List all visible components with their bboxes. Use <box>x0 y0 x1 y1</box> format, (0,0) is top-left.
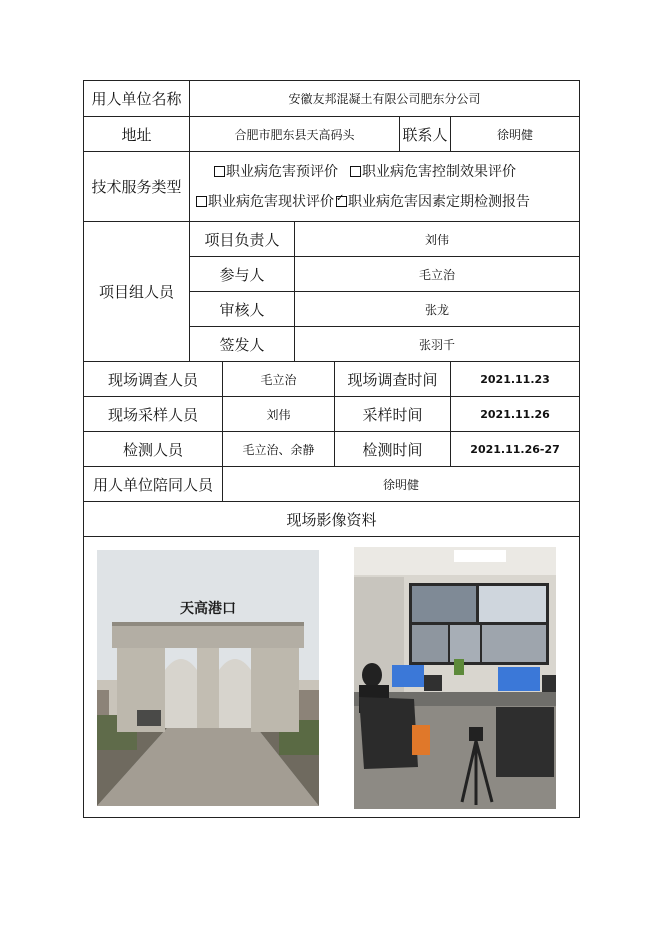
control-room-photo-image <box>354 547 556 809</box>
address-label: 地址 <box>84 117 190 152</box>
employer-row <box>84 81 580 117</box>
photos-label: 现场影像资料 <box>84 502 580 537</box>
escort-value: 徐明健 <box>223 467 580 502</box>
team-name: 刘伟 <box>295 222 580 257</box>
team-name: 毛立治 <box>295 257 580 292</box>
gate-sign: 天高港口 <box>180 601 236 617</box>
sampling-time-label: 采样时间 <box>335 397 451 432</box>
employer-value: 安徽友邦混凝土有限公司肥东分公司 <box>190 81 580 117</box>
contact-label: 联系人 <box>400 117 451 152</box>
service-option[interactable]: 职业病危害预评价 <box>214 157 338 187</box>
sampling-person-value: 刘伟 <box>223 397 335 432</box>
team-role: 参与人 <box>190 257 295 292</box>
address-value: 合肥市肥东县天高码头 <box>190 117 400 152</box>
contact-value: 徐明健 <box>451 117 580 152</box>
testing-row <box>84 432 580 467</box>
team-role: 审核人 <box>190 292 295 327</box>
team-role: 签发人 <box>190 327 295 362</box>
checkbox-unchecked-icon[interactable] <box>350 166 361 177</box>
gate-photo <box>97 550 319 806</box>
testing-time-label: 检测时间 <box>335 432 451 467</box>
testing-person-label: 检测人员 <box>84 432 223 467</box>
testing-person-value: 毛立治、余静 <box>223 432 335 467</box>
control-room-photo <box>354 547 556 809</box>
gate-photo-image <box>97 550 319 806</box>
service-option[interactable]: 职业病危害现状评价 <box>196 187 334 217</box>
checkbox-unchecked-icon[interactable] <box>196 196 207 207</box>
survey-row <box>84 362 580 397</box>
employer-label: 用人单位名称 <box>84 81 190 117</box>
team-name: 张羽千 <box>295 327 580 362</box>
checkbox-checked-icon[interactable]: ✓ <box>336 196 347 207</box>
survey-time-value: 2021.11.23 <box>451 362 580 397</box>
team-role: 项目负责人 <box>190 222 295 257</box>
escort-row <box>84 467 580 502</box>
service-option[interactable]: ✓ 职业病危害因素定期检测报告 <box>336 192 530 210</box>
address-row <box>84 117 580 152</box>
team-name: 张龙 <box>295 292 580 327</box>
service-options <box>190 152 580 222</box>
team-row <box>84 222 580 257</box>
service-type-row <box>84 152 580 222</box>
service-type-label: 技术服务类型 <box>84 152 190 222</box>
sampling-row <box>84 397 580 432</box>
escort-label: 用人单位陪同人员 <box>84 467 223 502</box>
testing-time-value: 2021.11.26-27 <box>451 432 580 467</box>
photos-row <box>84 537 580 818</box>
sampling-person-label: 现场采样人员 <box>84 397 223 432</box>
survey-time-label: 现场调查时间 <box>335 362 451 397</box>
team-label: 项目组人员 <box>84 222 190 362</box>
project-info-table <box>83 80 580 818</box>
checkbox-unchecked-icon[interactable] <box>214 166 225 177</box>
survey-person-value: 毛立治 <box>223 362 335 397</box>
service-option[interactable]: 职业病危害控制效果评价 <box>350 157 516 187</box>
photos-header-row <box>84 502 580 537</box>
survey-person-label: 现场调查人员 <box>84 362 223 397</box>
sampling-time-value: 2021.11.26 <box>451 397 580 432</box>
